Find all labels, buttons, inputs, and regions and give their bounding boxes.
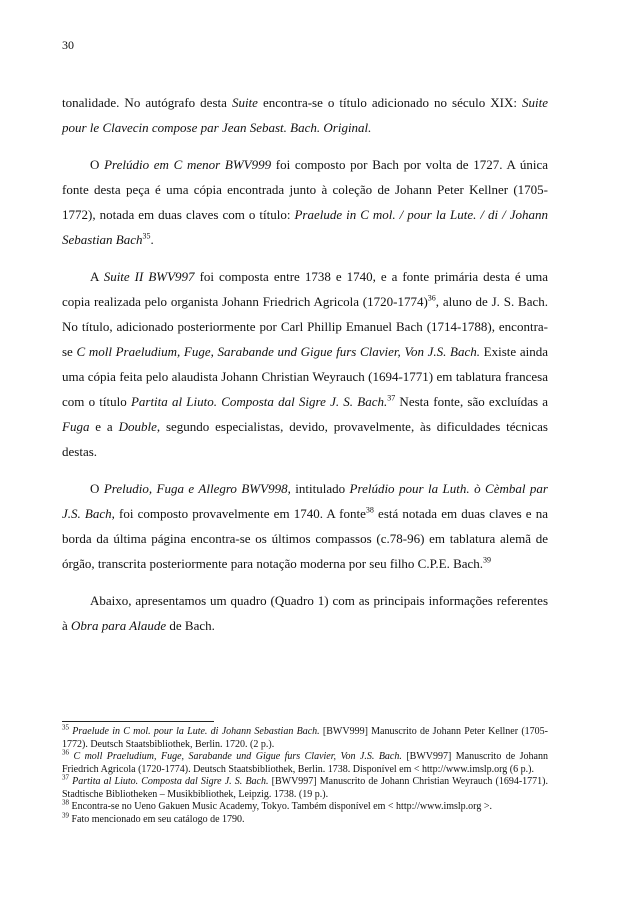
p3-text-d: , aluno de J. S. Bach. No título, adicionado posteriormente por Carl Phillip Emanuel Bach (1714-1788), encontra-se <box>62 294 548 359</box>
footnote-text: [BWV997] Manuscrito de Johann Friedrich Agricola (1720-1774). Deutsch Staatsbibliothek, Berlin. 1738. Disponível em < http://www.imslp.org (6 p.). <box>62 751 548 775</box>
p2-italic-title: Praelude in C mol. / pour la Lute. / di / Johann Sebastian Bach <box>62 207 548 247</box>
p3-text-l: , segundo especialistas, devido, provavelmente, às dificuldades técnicas destas. <box>62 419 548 459</box>
paragraph-5 <box>62 588 548 638</box>
p3-italic-title-1: C moll Praeludium, Fuge, Sarabande und Gigue furs Clavier, Von J.S. Bach. <box>76 344 481 359</box>
p4-text-f: está notada em duas claves e na borda da última página encontra-se os últimos compassos (c.78-96) em tablatura alemã de órgão, transcrita posteriormente para notação moderna por seu filho C.P.E. Bach. <box>62 506 548 571</box>
footnote-ref-35[interactable]: 35 <box>142 231 151 241</box>
p2-text-a: O <box>90 157 105 172</box>
p4-italic-work: Preludio, Fuga e Allegro BWV998, <box>103 481 291 496</box>
footnote-ref-39[interactable]: 39 <box>483 555 492 565</box>
paragraph-1 <box>62 90 548 140</box>
p4-text-c: intitulado <box>290 481 350 496</box>
body-text <box>62 90 548 650</box>
p4-italic-title: Prelúdio pour la Luth. ò Cèmbal par J.S. Bach, <box>62 481 548 521</box>
footnote-separator <box>62 721 214 722</box>
footnote-number: 37 <box>62 773 69 782</box>
p3-text-c: foi composta entre 1738 e 1740, e a fonte primária desta é uma copia realizada pelo organista Johann Friedrich Agricola (1720-1774) <box>62 269 548 309</box>
p2-text-c: foi composto por Bach por volta de 1727. A única fonte desta peça é uma cópia encontrada junto à coleção de Johann Peter Kellner (1705-1772), notada em duas claves com o título: <box>62 157 548 222</box>
p3-italic-work: Suite II BWV997 <box>103 269 195 284</box>
footnote-number: 38 <box>62 798 69 807</box>
p5-italic-work: Obra para Alaude <box>71 618 167 633</box>
p4-text-e: foi composto provavelmente em 1740. A fonte <box>114 506 366 521</box>
paragraph-2 <box>62 152 548 252</box>
footnote-text: Encontra-se no Ueno Gakuen Music Academy, Tokyo. Também disponível em < http://www.imslp.org >. <box>69 801 492 812</box>
p3-text-f: Existe ainda uma cópia feita pelo alaudista Johann Christian Weyrauch (1694-1771) em tablatura francesa com o título <box>62 344 548 409</box>
paragraph-3 <box>62 264 548 464</box>
p5-text-a: Abaixo, apresentamos um quadro (Quadro 1) com as principais informações referentes à <box>62 593 548 633</box>
footnote-italic: C moll Praeludium, Fuge, Sarabande und Gigue furs Clavier, Von J.S. Bach. <box>69 751 402 762</box>
p3-text-h: Nesta fonte, são excluídas a <box>395 394 548 409</box>
p1-text-c: encontra-se o título adicionado no século XIX: <box>257 95 522 110</box>
p1-text-a: tonalidade. No autógrafo desta <box>62 95 232 110</box>
footnote-number: 36 <box>62 748 69 757</box>
footnote-39 <box>62 811 548 827</box>
footnote-text: [BWV999] Manuscrito de Johann Peter Kellner (1705-1772). Deutsch Staatsbibliothek, Berlin. 1720. (2 p.). <box>62 726 549 750</box>
footnote-ref-37[interactable]: 37 <box>387 393 396 403</box>
footnote-36 <box>62 748 548 776</box>
footnote-37 <box>62 773 548 801</box>
page-number: 30 <box>62 38 74 52</box>
p3-text-a: A <box>90 269 104 284</box>
p3-italic-double: Double <box>118 419 157 434</box>
p3-italic-fuga: Fuga <box>62 419 90 434</box>
footnotes <box>62 723 549 826</box>
p5-text-c: de Bach. <box>166 618 215 633</box>
footnote-38 <box>62 798 548 814</box>
footnote-text: [BWV997] Manuscrito de Johann Christian Weyrauch (1694-1771). Stadtische Bibliotheken – Musikbibliothek, Leipzig. 1738. (19 p.). <box>62 776 548 800</box>
footnote-italic: Praelude in C mol. pour la Lute. di Johann Sebastian Bach. <box>69 726 320 737</box>
p1-italic-suite: Suite <box>231 95 258 110</box>
p3-italic-title-2: Partita al Liuto. Composta dal Sigre J. S. Bach. <box>130 394 388 409</box>
p2-italic-work: Prelúdio em C menor BWV999 <box>104 157 272 172</box>
p3-text-j: e a <box>89 419 119 434</box>
footnote-number: 39 <box>62 811 69 820</box>
paragraph-4 <box>62 476 548 576</box>
p2-text-e: . <box>150 232 154 247</box>
footnote-text: Fato mencionado em seu catálogo de 1790. <box>69 813 245 825</box>
footnote-ref-36[interactable]: 36 <box>427 293 436 303</box>
footnote-ref-38[interactable]: 38 <box>365 505 374 515</box>
footnote-35 <box>62 723 549 751</box>
footnote-italic: Partita al Liuto. Composta dal Sigre J. S. Bach. <box>69 776 269 787</box>
p1-italic-title: Suite pour le Clavecin compose par Jean Sebast. Bach. Original. <box>62 95 548 135</box>
footnote-number: 35 <box>62 723 69 732</box>
p4-text-a: O <box>90 481 104 496</box>
